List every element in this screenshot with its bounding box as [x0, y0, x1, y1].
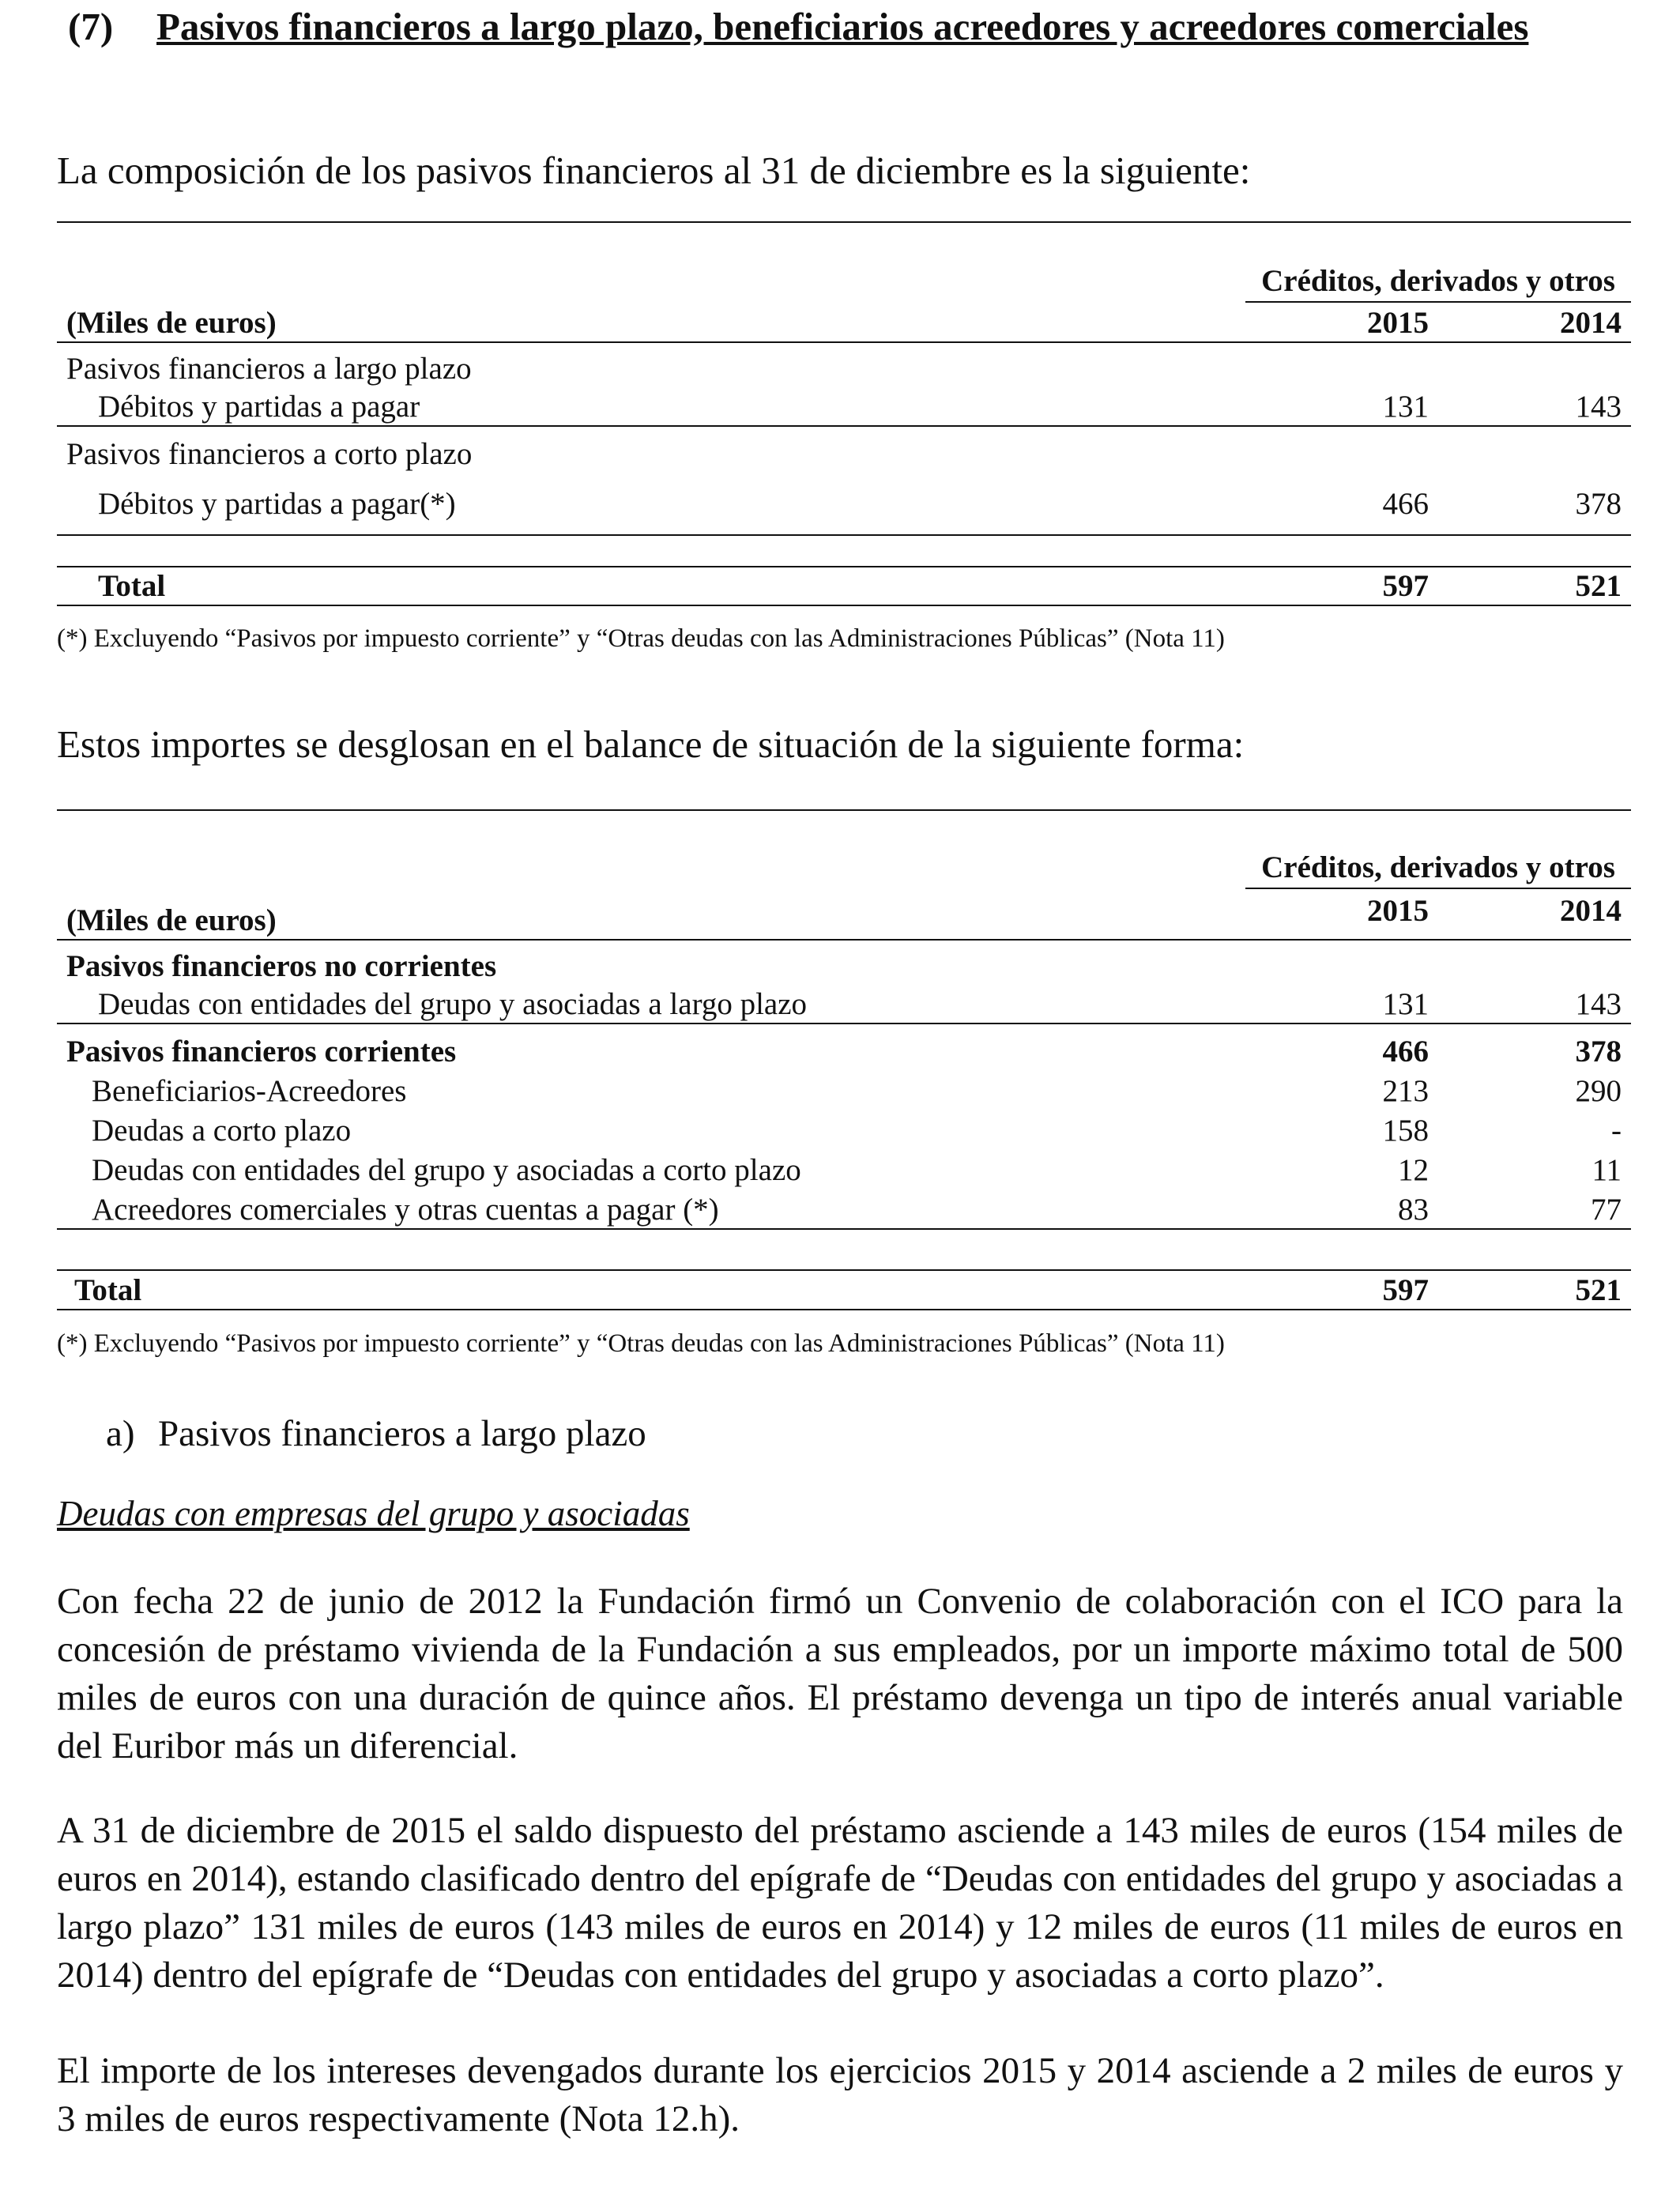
table1-group-header: Créditos, derivados y otros — [1245, 222, 1631, 302]
row-label: Pasivos financieros corrientes — [66, 1035, 457, 1069]
table1-unit-label: (Miles de euros) — [57, 302, 1245, 342]
cell-2014: 378 — [1438, 473, 1631, 535]
table2-header-row — [57, 888, 1631, 940]
table-composicion-pasivos — [57, 221, 1631, 606]
cell-2015: 12 — [1398, 1153, 1429, 1187]
row-label: Beneficiarios-Acreedores — [92, 1074, 407, 1108]
cell-2014 — [1438, 940, 1631, 985]
table2-unit-label: (Miles de euros) — [57, 888, 1245, 940]
table-row — [57, 1189, 1631, 1229]
table-desglose-balance — [57, 809, 1631, 1310]
italic-subheading: Deudas con empresas del grupo y asociadas — [57, 1494, 690, 1533]
row-label: Deudas con entidades del grupo y asociadas a corto plazo — [92, 1153, 801, 1187]
cell-2015: 83 — [1245, 1189, 1438, 1229]
table-row — [57, 1149, 1631, 1189]
table2-col-2015: 2015 — [1245, 888, 1438, 940]
row-label: Débitos y partidas a pagar(*) — [57, 473, 1245, 535]
table1-total-row — [57, 567, 1631, 605]
section-title: Pasivos financieros a largo plazo, beneficiarios acreedores y acreedores comerciales — [156, 5, 1529, 48]
table2-footnote: (*) Excluyendo “Pasivos por impuesto corriente” y “Otras deudas con las Administraciones Públicas” (Nota 11) — [57, 1329, 1225, 1358]
cell-2014 — [1438, 426, 1631, 473]
total-2015: 597 — [1245, 567, 1438, 605]
spacer-row — [57, 535, 1631, 567]
cell-2015: 131 — [1245, 985, 1438, 1023]
cell-2015: 466 — [1382, 1035, 1429, 1069]
cell-2014: 378 — [1575, 1035, 1622, 1069]
table-row — [57, 1070, 1631, 1110]
table-row — [57, 387, 1631, 426]
cell-2014: - — [1611, 1114, 1622, 1148]
cell-2014 — [1438, 342, 1631, 387]
table2-intro: Estos importes se desglosan en el balance de situación de la siguiente forma: — [57, 722, 1245, 766]
paragraph-3: El importe de los intereses devengados durante los ejercicios 2015 y 2014 asciende a 2 miles de euros y 3 miles de euros respectivamente (Nota 12.h). — [57, 2050, 1623, 2139]
table1-footnote: (*) Excluyendo “Pasivos por impuesto corriente” y “Otras deudas con las Administraciones Públicas” (Nota 11) — [57, 624, 1225, 653]
total-2015: 597 — [1245, 1270, 1438, 1310]
paragraph-2: A 31 de diciembre de 2015 el saldo dispuesto del préstamo asciende a 143 miles de euros (154 miles de euros en 2014), estando clasificado dentro del epígrafe de “Deudas con entidades del grupo y asociadas a largo plazo” 131 miles de euros (143 miles de euros en 2014) y 12 miles de euros (11 miles de euros en 2014) dentro del epígrafe de “Deudas con entidades del grupo y asociadas a corto plazo”. — [57, 1810, 1623, 1996]
table1-col-2015: 2015 — [1245, 302, 1438, 342]
subsection-heading — [106, 1410, 646, 1457]
cell-2015: 213 — [1382, 1074, 1429, 1108]
table-row — [57, 426, 1631, 473]
table-row — [57, 342, 1631, 387]
table-row — [57, 940, 1631, 985]
table2-total-row — [57, 1270, 1631, 1310]
row-label: Pasivos financieros a largo plazo — [66, 352, 472, 386]
cell-2015: 466 — [1245, 473, 1438, 535]
table-row — [57, 473, 1631, 535]
cell-2014: 143 — [1438, 387, 1631, 426]
spacer-row — [57, 1229, 1631, 1270]
table1-intro: La composición de los pasivos financieros al 31 de diciembre es la siguiente: — [57, 149, 1251, 192]
cell-2015 — [1245, 940, 1438, 985]
row-label: Acreedores comerciales y otras cuentas a pagar (*) — [57, 1189, 1245, 1229]
total-label: Total — [57, 567, 1245, 605]
table2-col-2014: 2014 — [1438, 888, 1631, 940]
cell-2015: 131 — [1245, 387, 1438, 426]
total-label: Total — [57, 1270, 1245, 1310]
table1-col-2014: 2014 — [1438, 302, 1631, 342]
cell-2015 — [1245, 426, 1438, 473]
row-label: Pasivos financieros a corto plazo — [66, 437, 473, 471]
table1-header-row — [57, 302, 1631, 342]
cell-2015: 158 — [1382, 1114, 1429, 1148]
row-label: Deudas a corto plazo — [92, 1114, 352, 1148]
section-number: (7) — [68, 5, 114, 48]
table-row — [57, 985, 1631, 1023]
row-label: Deudas con entidades del grupo y asociadas a largo plazo — [57, 985, 1245, 1023]
table-row — [57, 1023, 1631, 1070]
total-2014: 521 — [1438, 1270, 1631, 1310]
cell-2014: 290 — [1575, 1074, 1622, 1108]
total-2014: 521 — [1438, 567, 1631, 605]
row-label: Débitos y partidas a pagar — [57, 387, 1245, 426]
table1-header-group-row — [57, 222, 1631, 302]
cell-2014: 11 — [1591, 1153, 1622, 1187]
table2-group-header: Créditos, derivados y otros — [1245, 810, 1631, 888]
subsection-title: Pasivos financieros a largo plazo — [158, 1413, 646, 1454]
table2-header-group-row — [57, 810, 1631, 888]
cell-2015 — [1245, 342, 1438, 387]
table-row — [57, 1110, 1631, 1149]
cell-2014: 143 — [1438, 985, 1631, 1023]
cell-2014: 77 — [1438, 1189, 1631, 1229]
paragraph-1: Con fecha 22 de junio de 2012 la Fundación firmó un Convenio de colaboración con el ICO para la concesión de préstamo vivienda de la Fundación a sus empleados, por un importe máximo total de 500 miles de euros con una duración de quince años. El préstamo devenga un tipo de interés anual variable del Euribor más un diferencial. — [57, 1581, 1623, 1766]
row-label: Pasivos financieros no corrientes — [66, 949, 497, 983]
subsection-label: a) — [106, 1413, 135, 1454]
